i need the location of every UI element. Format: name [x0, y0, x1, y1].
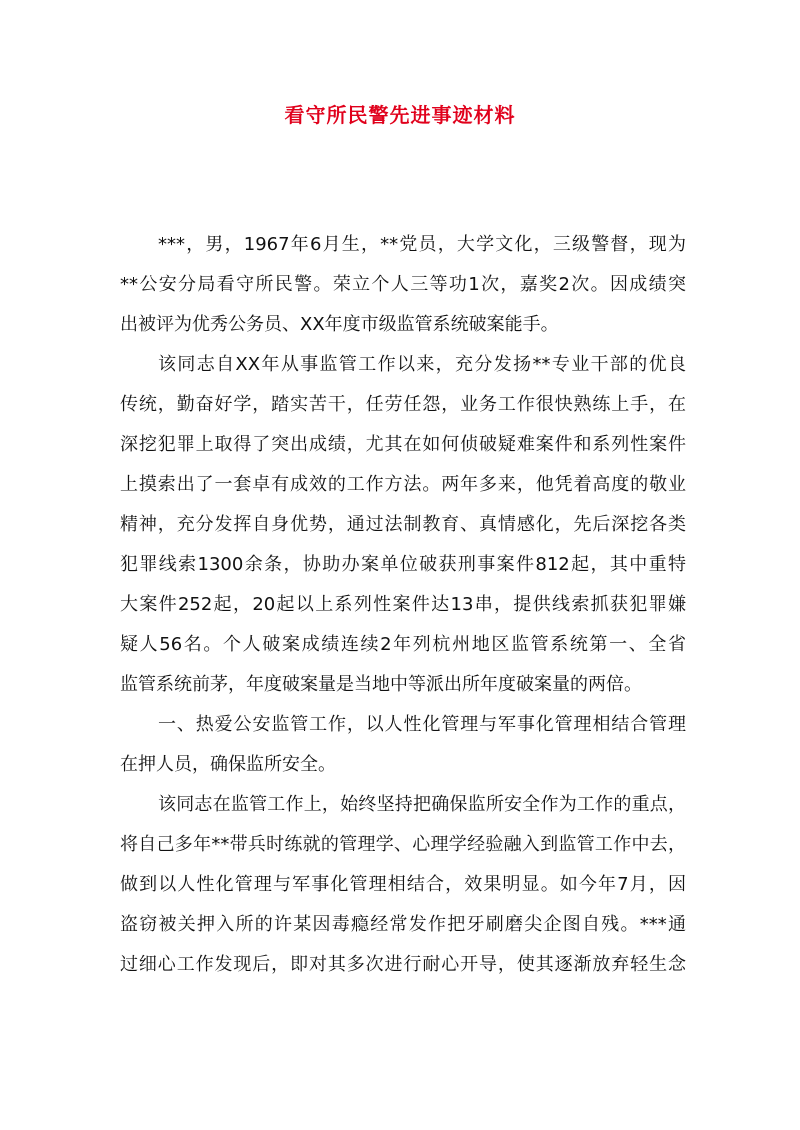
paragraph-3-line-5: 过细心工作发现后，即对其多次进行耐心开导，使其逐渐放弃轻生念 [120, 954, 686, 975]
paragraph-3-line-2: 将自己多年**带兵时练就的管理学、心理学经验融入到监管工作中去， [120, 834, 686, 855]
paragraph-3-line-4: 盗窃被关押入所的许某因毒瘾经常发作把牙刷磨尖企图自残。***通 [120, 914, 686, 935]
paragraph-1-line-2: **公安分局看守所民警。荣立个人三等功1次，嘉奖2次。因成绩突 [120, 274, 686, 295]
document-title: 看守所民警先进事迹材料 [284, 103, 516, 127]
section-heading-line-2: 在押人员，确保监所安全。 [120, 754, 336, 775]
paragraph-2-line-5: 精神，充分发挥自身优势，通过法制教育、真情感化，先后深挖各类 [120, 514, 686, 535]
paragraph-2-line-7: 大案件252起，20起以上系列性案件达13串，提供线索抓获犯罪嫌 [120, 594, 686, 615]
paragraph-2-line-4: 上摸索出了一套卓有成效的工作方法。两年多来，他凭着高度的敬业 [120, 474, 686, 495]
paragraph-2-line-1: 该同志自XX年从事监管工作以来，充分发扬**专业干部的优良 [158, 354, 686, 375]
paragraph-1-line-1: ***，男，1967年6月生，**党员，大学文化，三级警督，现为 [158, 234, 686, 255]
paragraph-2-line-8: 疑人56名。个人破案成绩连续2年列杭州地区监管系统第一、全省 [120, 634, 686, 655]
paragraph-2-line-9: 监管系统前茅，年度破案量是当地中等派出所年度破案量的两倍。 [120, 674, 642, 695]
section-heading-line-1: 一、热爱公安监管工作，以人性化管理与军事化管理相结合管理 [158, 714, 686, 735]
paragraph-1-line-3: 出被评为优秀公务员、XX年度市级监管系统破案能手。 [120, 314, 559, 335]
paragraph-3-line-3: 做到以人性化管理与军事化管理相结合，效果明显。如今年7月，因 [120, 874, 686, 895]
paragraph-2-line-6: 犯罪线索1300余条，协助办案单位破获刑事案件812起，其中重特 [120, 554, 686, 575]
paragraph-2-line-2: 传统，勤奋好学，踏实苦干，任劳任怨，业务工作很快熟练上手，在 [120, 394, 686, 415]
paragraph-2-line-3: 深挖犯罪上取得了突出成绩，尤其在如何侦破疑难案件和系列性案件 [120, 434, 686, 455]
paragraph-3-line-1: 该同志在监管工作上，始终坚持把确保监所安全作为工作的重点， [158, 794, 686, 815]
